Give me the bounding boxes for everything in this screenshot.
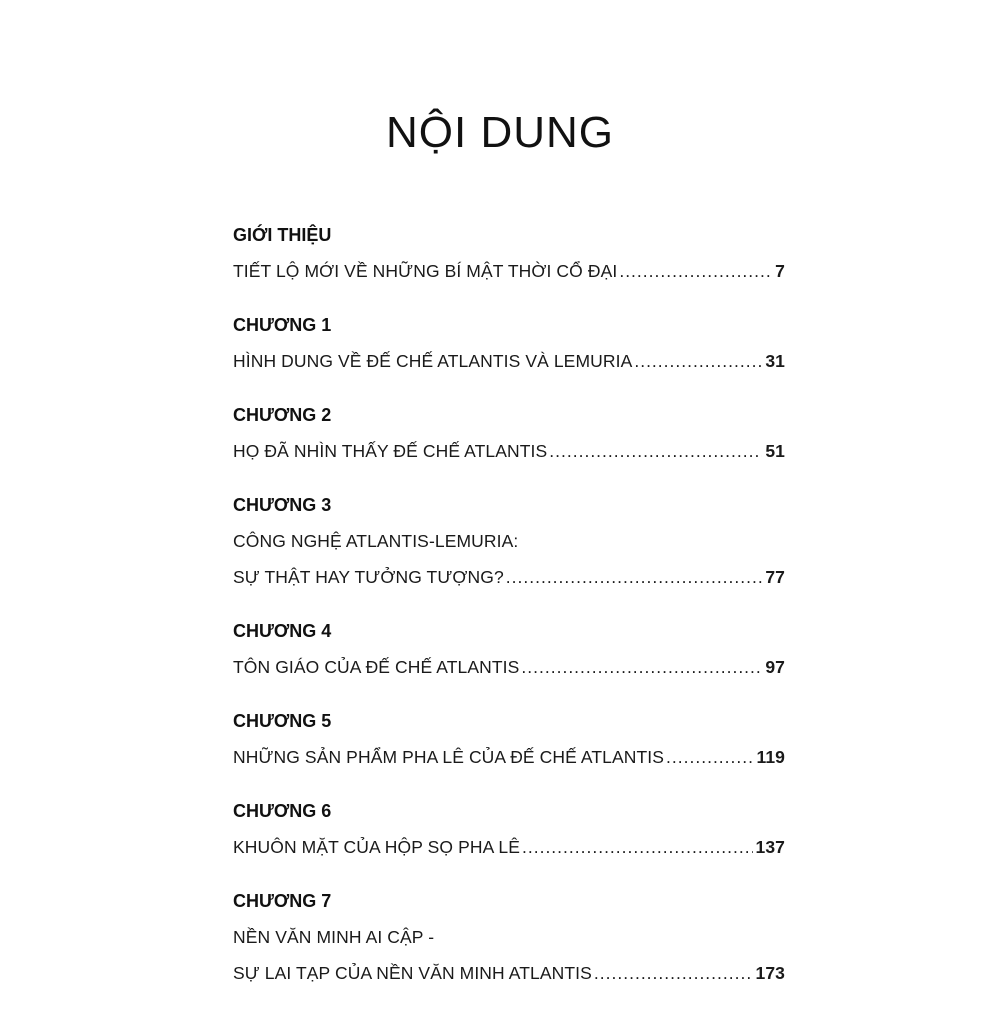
chapter-title-line — [233, 829, 785, 865]
chapter-heading: CHƯƠNG 3 — [233, 495, 332, 515]
chapter-heading: CHƯƠNG 5 — [233, 711, 332, 731]
page-number: 97 — [765, 657, 785, 677]
toc-entry — [233, 704, 785, 775]
chapter-title-line — [233, 649, 785, 685]
dot-leader — [521, 649, 762, 685]
chapter-heading: CHƯƠNG 7 — [233, 891, 332, 911]
dot-leader — [634, 343, 762, 379]
page-number: 51 — [765, 441, 785, 461]
toc-entry — [233, 308, 785, 379]
chapter-title-line — [233, 253, 785, 289]
chapter-heading: CHƯƠNG 4 — [233, 621, 332, 641]
chapter-heading: CHƯƠNG 1 — [233, 315, 332, 335]
toc-entry — [233, 398, 785, 469]
page-number: 137 — [755, 837, 785, 857]
chapter-title-line — [233, 955, 785, 991]
dot-leader — [506, 559, 763, 595]
page-number: 77 — [765, 567, 785, 587]
toc-entry — [233, 488, 785, 595]
chapter-title: SỰ LAI TẠP CỦA NỀN VĂN MINH ATLANTIS — [233, 963, 592, 983]
page-number: 173 — [755, 963, 785, 983]
chapter-title: TÔN GIÁO CỦA ĐẾ CHẾ ATLANTIS — [233, 657, 520, 677]
chapter-title-line — [233, 433, 785, 469]
page-number: 7 — [775, 261, 785, 281]
chapter-title-line: NỀN VĂN MINH AI CẬP - — [233, 927, 435, 947]
toc-entry — [233, 794, 785, 865]
chapter-title: SỰ THẬT HAY TƯỞNG TƯỢNG? — [233, 567, 504, 587]
page-number: 31 — [765, 351, 785, 371]
chapter-title: HÌNH DUNG VỀ ĐẾ CHẾ ATLANTIS VÀ LEMURIA — [233, 351, 633, 371]
chapter-title-line — [233, 739, 785, 775]
chapter-title-line — [233, 343, 785, 379]
chapter-heading: GIỚI THIỆU — [233, 225, 332, 245]
page-title: NỘI DUNG — [386, 108, 614, 157]
page-number: 119 — [756, 747, 785, 767]
chapter-title: HỌ ĐÃ NHÌN THẤY ĐẾ CHẾ ATLANTIS — [233, 441, 548, 461]
dot-leader — [594, 955, 753, 991]
chapter-title-line: CÔNG NGHỆ ATLANTIS-LEMURIA: — [233, 531, 519, 551]
chapter-heading: CHƯƠNG 2 — [233, 405, 332, 425]
dot-leader — [549, 433, 762, 469]
chapter-title: KHUÔN MẶT CỦA HỘP SỌ PHA LÊ — [233, 837, 520, 857]
toc-entry — [233, 884, 785, 991]
chapter-title: TIẾT LỘ MỚI VỀ NHỮNG BÍ MẬT THỜI CỔ ĐẠI — [233, 261, 618, 281]
toc-entry — [233, 614, 785, 685]
chapter-title: NHỮNG SẢN PHẨM PHA LÊ CỦA ĐẾ CHẾ ATLANTIS — [233, 747, 665, 767]
dot-leader — [666, 739, 753, 775]
toc-entry — [233, 218, 785, 289]
dot-leader — [619, 253, 772, 289]
table-of-contents — [233, 218, 785, 1010]
chapter-heading: CHƯƠNG 6 — [233, 801, 332, 821]
chapter-title-line — [233, 559, 785, 595]
dot-leader — [522, 829, 753, 865]
